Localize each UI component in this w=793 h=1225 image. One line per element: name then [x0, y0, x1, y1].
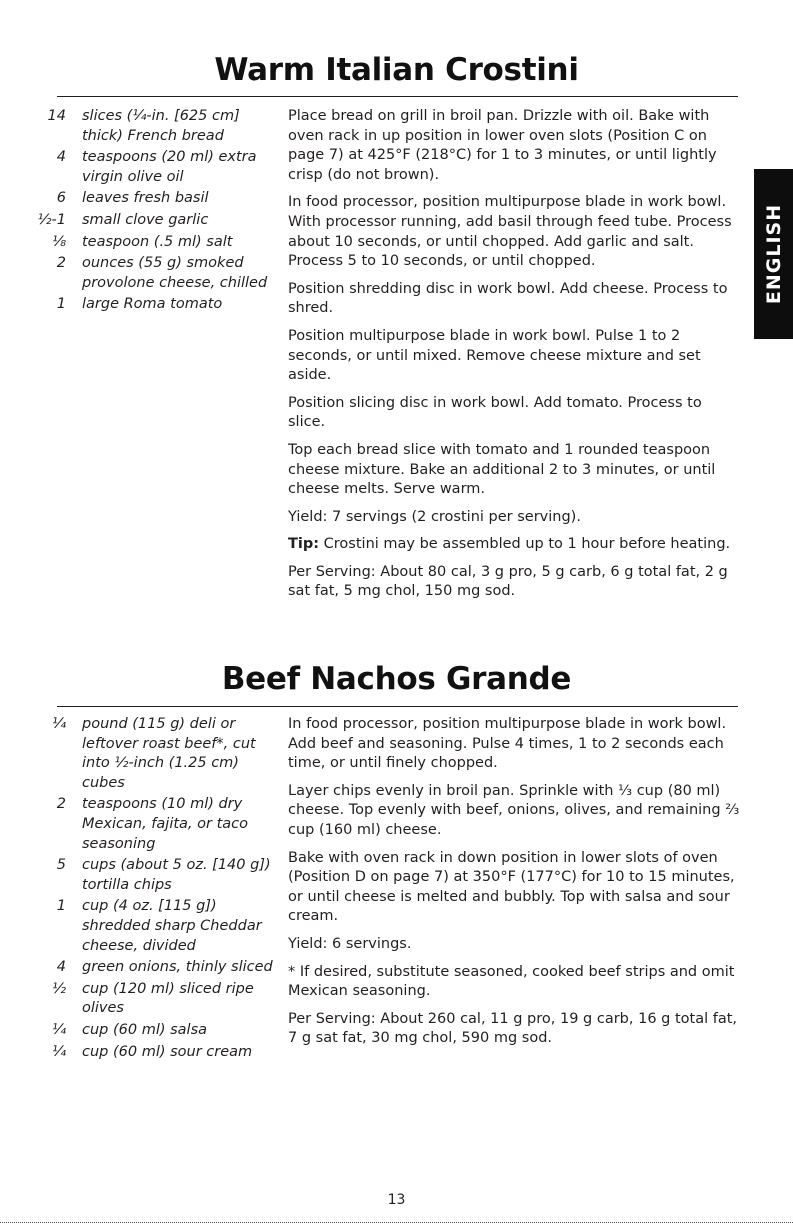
ingredient-item: [20, 233, 282, 253]
ingredient-quantity: 5: [56, 857, 66, 874]
ingredient-quantity: ¼: [51, 1021, 66, 1038]
yield-text: Yield: 6 servings.: [288, 935, 412, 952]
ingredient-text: cup (120 ml) sliced ripe olives: [82, 980, 254, 1017]
ingredient-quantity: 2: [56, 796, 66, 813]
direction-step: In food processor, position multipurpose blade in work bowl. Add beef and seasoning. Pulse 4 times, 1 to 2 seconds each time, or until finely chopped.: [288, 716, 727, 772]
ingredient-text: cups (about 5 oz. [140 g]) tortilla chips: [82, 857, 271, 893]
ingredient-text: teaspoon (.5 ml) salt: [82, 233, 233, 250]
nutrition-text: Per Serving: About 80 cal, 3 g pro, 5 g carb, 6 g total fat, 2 g sat fat, 5 mg chol, 150 mg sod.: [288, 563, 728, 600]
ingredient-item: [20, 189, 282, 209]
direction-step: In food processor, position multipurpose blade in work bowl. With processor running, add basil through feed tube. Process about 10 seconds, or until chopped. Add garlic and salt. Process 5 to 10 seconds, or until chopped.: [288, 194, 732, 270]
ingredient-quantity: ¼: [51, 716, 66, 732]
ingredient-quantity: 4: [56, 149, 66, 166]
ingredient-item: [20, 1043, 282, 1063]
ingredient-item: [20, 715, 282, 793]
ingredient-item: [20, 211, 282, 231]
direction-step: Position slicing disc in work bowl. Add tomato. Process to slice.: [288, 394, 702, 431]
ingredient-item: [20, 958, 282, 978]
title-rule: [57, 706, 738, 707]
direction-step: Position shredding disc in work bowl. Add cheese. Process to shred.: [288, 280, 728, 317]
title-rule: [57, 96, 738, 97]
directions-crostini: [288, 107, 743, 610]
ingredient-quantity: ¼: [51, 1043, 66, 1060]
ingredient-item: [20, 795, 282, 854]
recipe-title-crostini: Warm Italian Crostini: [214, 52, 579, 88]
direction-step: Layer chips evenly in broil pan. Sprinkle with ⅓ cup (80 ml) cheese. Top evenly with beef, onions, olives, and remaining ⅔ cup (160 ml) cheese.: [288, 782, 740, 838]
ingredient-text: large Roma tomato: [82, 296, 223, 313]
ingredient-quantity: ½: [51, 980, 66, 997]
ingredient-text: cup (60 ml) salsa: [82, 1021, 208, 1038]
tip-label: Tip:: [288, 536, 320, 553]
ingredient-item: [20, 107, 282, 146]
footnote-text: * If desired, substitute seasoned, cooked beef strips and omit Mexican seasoning.: [288, 963, 735, 1000]
direction-step: Bake with oven rack in down position in lower slots of oven (Position D on page 7) at 350°F (177°C) for 10 to 15 minutes, or until cheese is melted and bubbly. Top with salsa and sour cream.: [288, 849, 735, 925]
ingredient-text: small clove garlic: [82, 211, 209, 228]
language-tab: [754, 169, 793, 339]
ingredient-text: ounces (55 g) smoked provolone cheese, chilled: [82, 255, 268, 291]
ingredient-text: green onions, thinly sliced: [82, 959, 273, 976]
ingredient-item: [20, 856, 282, 895]
language-tab-label: ENGLISH: [762, 203, 785, 305]
ingredient-quantity: 4: [56, 959, 66, 976]
nutrition-text: Per Serving: About 260 cal, 11 g pro, 19 g carb, 16 g total fat, 7 g sat fat, 30 mg chol, 590 mg sod.: [288, 1010, 738, 1047]
ingredient-item: [20, 148, 282, 187]
ingredient-text: cup (4 oz. [115 g]) shredded sharp Cheddar cheese, divided: [82, 898, 262, 954]
ingredient-quantity: 1: [56, 296, 66, 313]
tip-body: Crostini may be assembled up to 1 hour before heating.: [323, 536, 731, 553]
ingredient-item: [20, 1021, 282, 1041]
ingredient-quantity: 6: [56, 190, 66, 207]
ingredient-quantity: 2: [56, 255, 66, 272]
recipe-title-nachos: Beef Nachos Grande: [221, 661, 572, 697]
yield-text: Yield: 7 servings (2 crostini per serving).: [288, 508, 581, 525]
ingredient-quantity: 1: [56, 898, 66, 915]
ingredient-list-nachos: [20, 715, 282, 1064]
ingredient-text: cup (60 ml) sour cream: [82, 1043, 253, 1060]
ingredient-quantity: ⅛: [51, 233, 66, 250]
ingredient-text: pound (115 g) deli or leftover roast beef*, cut into ½-inch (1.25 cm) cubes: [82, 716, 256, 791]
ingredient-list-crostini: [20, 107, 282, 317]
page-bottom-border: [0, 1222, 793, 1223]
ingredient-quantity: ½-1: [37, 211, 66, 228]
direction-step: Top each bread slice with tomato and 1 rounded teaspoon cheese mixture. Bake an additional 2 to 3 minutes, or until cheese melts. Serve warm.: [288, 441, 716, 498]
tip-text: [288, 535, 743, 555]
ingredient-item: [20, 980, 282, 1019]
directions-nachos: [288, 715, 743, 1057]
direction-step: Position multipurpose blade in work bowl. Pulse 1 to 2 seconds, or until mixed. Remove cheese mixture and set aside.: [288, 327, 701, 384]
ingredient-item: [20, 897, 282, 956]
ingredient-item: [20, 295, 282, 315]
ingredient-text: teaspoons (20 ml) extra virgin olive oil: [82, 149, 257, 185]
ingredient-item: [20, 254, 282, 293]
page-number: 13: [387, 1192, 406, 1208]
ingredient-text: leaves fresh basil: [82, 190, 209, 207]
ingredient-text: teaspoons (10 ml) dry Mexican, fajita, or taco seasoning: [82, 796, 248, 852]
direction-step: Place bread on grill in broil pan. Drizzle with oil. Bake with oven rack in up position in lower oven slots (Position C on page 7) at 425°F (218°C) for 1 to 3 minutes, or until lightly crisp (do not brown).: [288, 108, 717, 183]
ingredient-quantity: 14: [47, 108, 66, 124]
ingredient-text: slices (¼-in. [625 cm] thick) French bread: [82, 108, 240, 144]
